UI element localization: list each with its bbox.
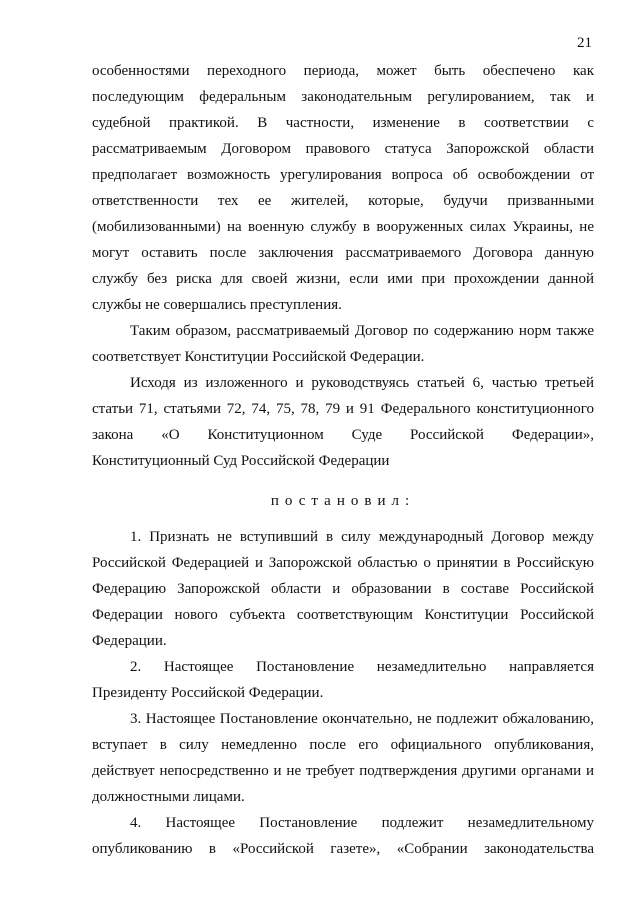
paragraph-legal-basis bbox=[92, 370, 594, 474]
text-line: действует непосредственно и не требует подтверждения другими органами и bbox=[92, 763, 594, 779]
text-line: должностными лицами. bbox=[92, 789, 245, 805]
text-line: Конституционный Суд Российской Федерации bbox=[92, 453, 390, 469]
text-line: 2. Настоящее Постановление незамедлительно направляется bbox=[130, 659, 594, 675]
text-line: могут оставить после заключения рассматриваемого Договора данную bbox=[92, 245, 594, 261]
decree-item-2 bbox=[92, 654, 594, 706]
paragraph-conclusion bbox=[92, 318, 594, 370]
text-line: 1. Признать не вступивший в силу международный Договор между bbox=[130, 529, 594, 545]
paragraph-continuation bbox=[92, 58, 594, 318]
text-line: 3. Настоящее Постановление окончательно, не подлежит обжалованию, bbox=[130, 711, 594, 727]
decree-item-1 bbox=[92, 524, 594, 654]
text-line: Исходя из изложенного и руководствуясь статьей 6, частью третьей bbox=[130, 375, 594, 391]
text-line: статьи 71, статьями 72, 74, 75, 78, 79 и 91 Федерального конституционного bbox=[92, 401, 594, 417]
text-line: соответствует Конституции Российской Федерации. bbox=[92, 349, 425, 365]
text-line: вступает в силу немедленно после его официального опубликования, bbox=[92, 737, 594, 753]
text-line: Федерации. bbox=[92, 633, 167, 649]
decree-item-4 bbox=[92, 810, 594, 862]
decree-item-3 bbox=[92, 706, 594, 810]
text-line: опубликованию в «Российской газете», «Собрании законодательства bbox=[92, 841, 594, 857]
text-line: (мобилизованными) на военную службу в вооруженных силах Украины, не bbox=[92, 219, 594, 235]
text-line: 4. Настоящее Постановление подлежит незамедлительному bbox=[130, 815, 594, 831]
decree-heading: постановил: bbox=[270, 493, 416, 509]
text-line: службы не совершались преступления. bbox=[92, 297, 342, 313]
text-line: Федерацию Запорожской области и образовании в составе Российской bbox=[92, 581, 594, 597]
text-line: судебной практикой. В частности, изменение в соответствии с bbox=[92, 115, 594, 131]
text-line: закона «О Конституционном Суде Российской Федерации», bbox=[92, 427, 594, 443]
text-line: последующим федеральным законодательным регулированием, так и bbox=[92, 89, 594, 105]
text-line: Федерации нового субъекта соответствующим Конституции Российской bbox=[92, 607, 594, 623]
text-line: Российской Федерацией и Запорожской областью о принятии в Российскую bbox=[92, 555, 594, 571]
text-line: Президенту Российской Федерации. bbox=[92, 685, 324, 701]
text-line: службу без риска для своей жизни, если ими при прохождении данной bbox=[92, 271, 594, 287]
text-line: особенностями переходного периода, может быть обеспечено как bbox=[92, 63, 594, 79]
text-line: предполагает возможность урегулирования вопроса об освобождении от bbox=[92, 167, 594, 183]
text-line: Таким образом, рассматриваемый Договор по содержанию норм также bbox=[130, 323, 594, 339]
page-number: 21 bbox=[577, 35, 592, 51]
text-line: ответственности тех ее жителей, которые, будучи призванными bbox=[92, 193, 594, 209]
text-line: рассматриваемым Договором правового статуса Запорожской области bbox=[92, 141, 594, 157]
